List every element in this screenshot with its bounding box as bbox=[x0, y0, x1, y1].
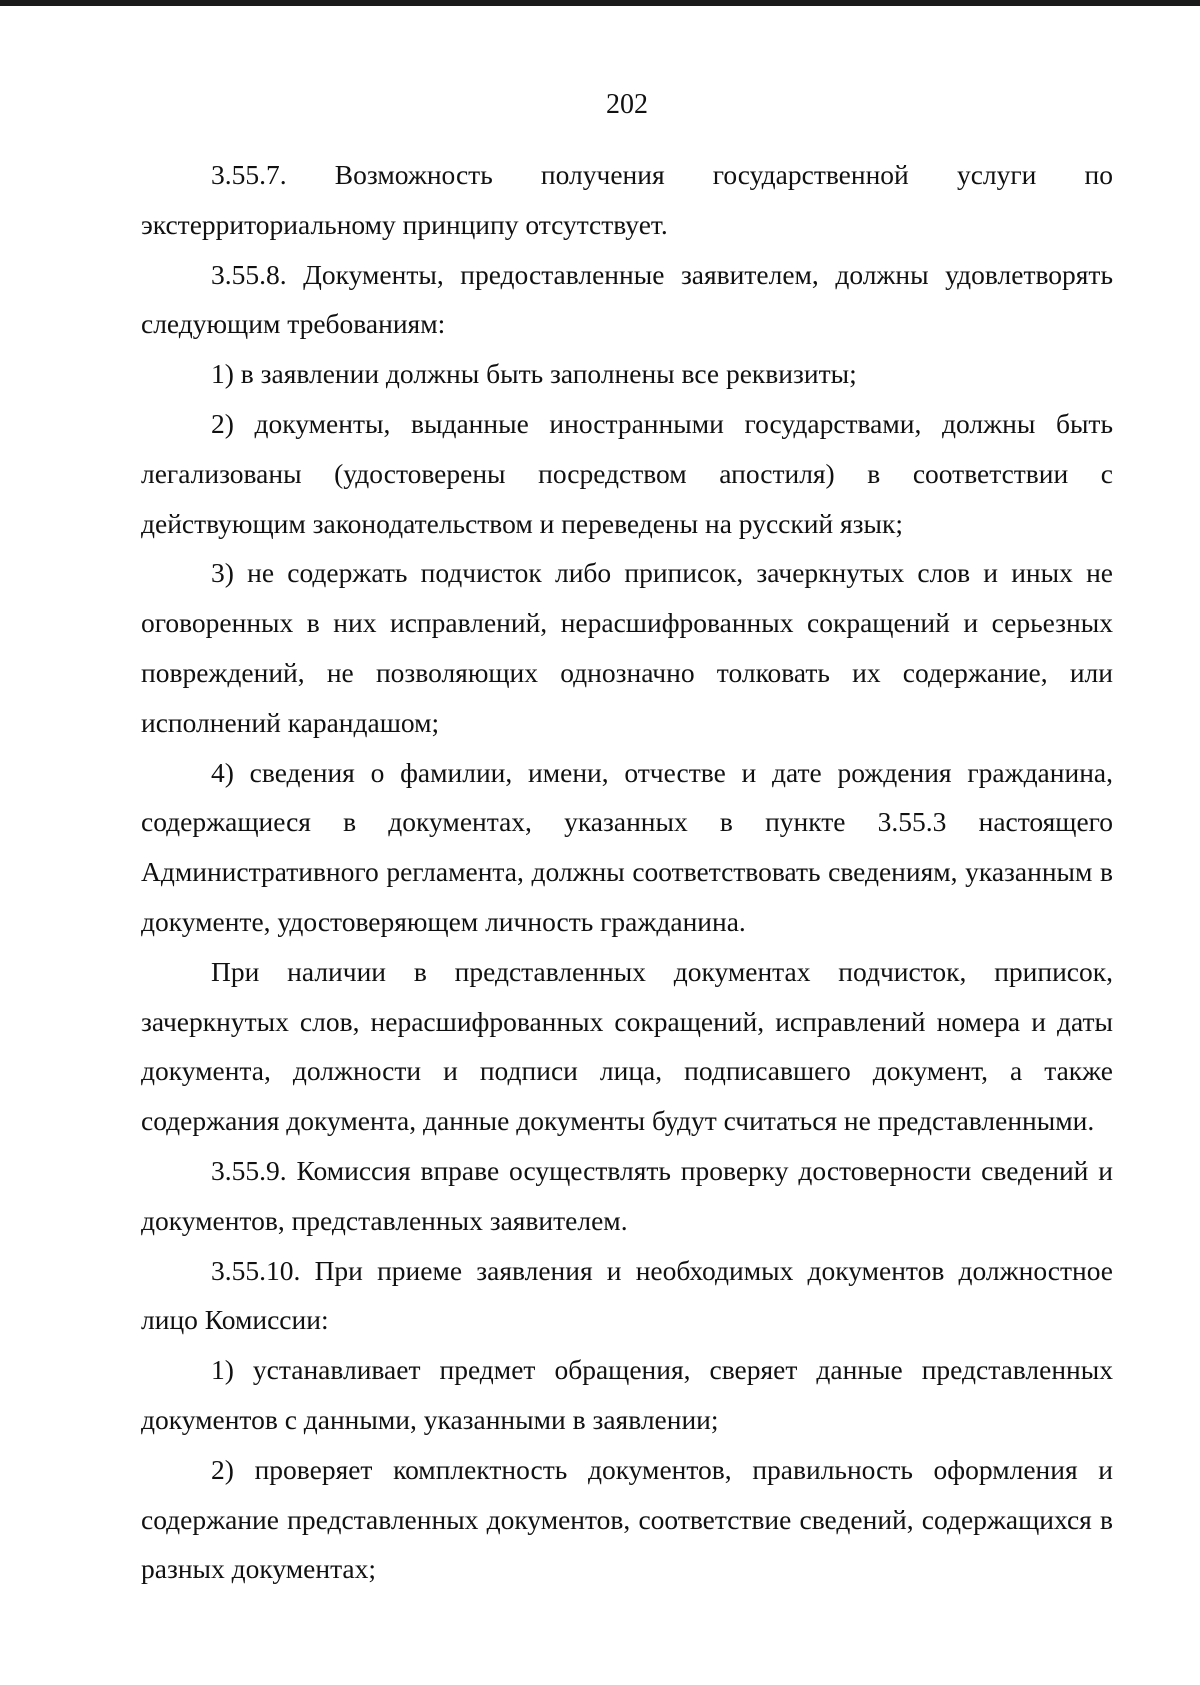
paragraph-3-55-7: 3.55.7. Возможность получения государственной услуги по экстерриториальному принципу отсутствует. bbox=[141, 159, 1113, 240]
list-item-action-2: 2) проверяет комплектность документов, правильность оформления и содержание представленных документов, соответствие сведений, содержащихся в разных документах; bbox=[141, 1453, 1113, 1585]
list-item-requirement-4: 4) сведения о фамилии, имени, отчестве и дате рождения гражданина, содержащиеся в документах, указанных в пункте 3.55.3 настоящего Административного регламента, должны соответствовать сведениям, указанным в документе, удостоверяющем личность гражданина. bbox=[141, 756, 1113, 937]
document-page bbox=[141, 80, 1113, 1594]
list-item-action-1: 1) устанавливает предмет обращения, сверяет данные представленных документов с данными, указанными в заявлении; bbox=[141, 1354, 1113, 1435]
paragraph-3-55-8: 3.55.8. Документы, предоставленные заявителем, должны удовлетворять следующим требованиям: bbox=[141, 258, 1113, 340]
list-item-requirement-2: 2) документы, выданные иностранными государствами, должны быть легализованы (удостоверены посредством апостиля) в соответствии с действующим законодательством и переведены на русский язык; bbox=[141, 407, 1113, 539]
page-number: 202 bbox=[606, 89, 648, 120]
list-item-requirement-3: 3) не содержать подчисток либо приписок, зачеркнутых слов и иных не оговоренных в них исправлений, нерасшифрованных сокращений и серьезных повреждений, не позволяющих однозначно толковать их содержание, или исполнений карандашом; bbox=[141, 557, 1113, 738]
list-item-requirement-1: 1) в заявлении должны быть заполнены все реквизиты; bbox=[211, 358, 857, 390]
paragraph-3-55-9: 3.55.9. Комиссия вправе осуществлять проверку достоверности сведений и документов, представленных заявителем. bbox=[141, 1154, 1113, 1236]
paragraph-3-55-10: 3.55.10. При приеме заявления и необходимых документов должностное лицо Комиссии: bbox=[141, 1254, 1113, 1336]
top-scan-border bbox=[0, 0, 1200, 6]
paragraph-corrections-note: При наличии в представленных документах подчисток, приписок, зачеркнутых слов, нерасшифрованных сокращений, исправлений номера и даты документа, должности и подписи лица, подписавшего документ, а также содержания документа, данные документы будут считаться не представленными. bbox=[141, 955, 1113, 1137]
